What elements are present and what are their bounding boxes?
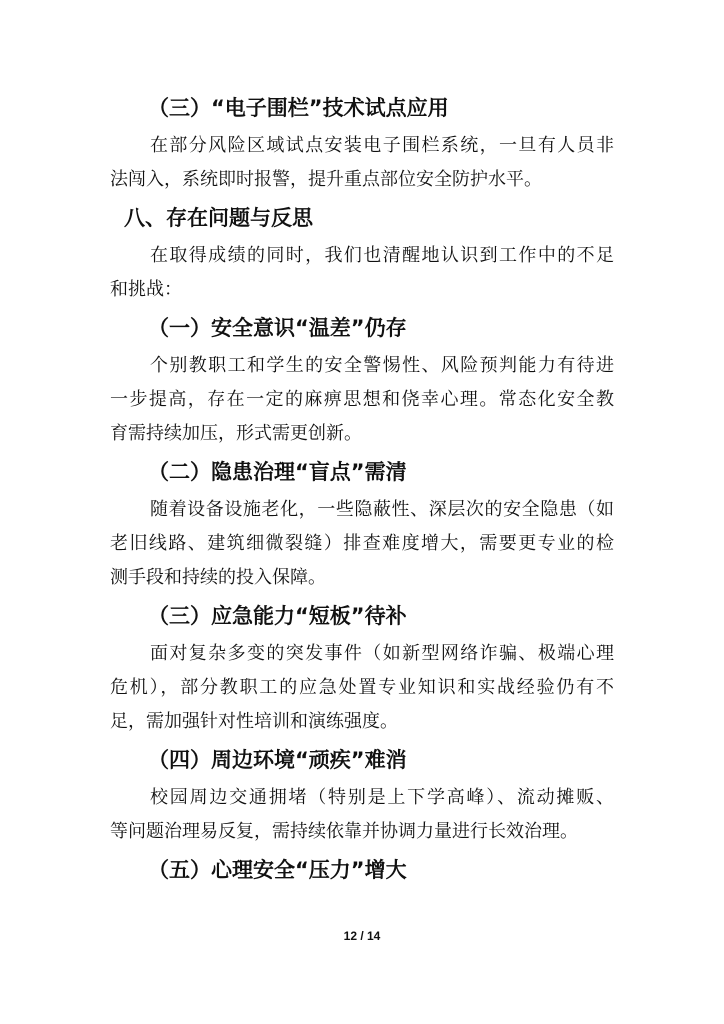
subsection-heading: （二）隐患治理“盲点”需清 [148,460,407,484]
paragraph [110,493,614,595]
paragraph-line: 测手段和持续的投入保障。 [110,567,326,588]
paragraph-line: 个别教职工和学生的安全警惕性、风险预判能力有待进 [150,355,614,376]
paragraph [110,129,614,197]
paragraph-line: 老旧线路、建筑细微裂缝）排查难度增大，需要更专业的检 [110,533,614,554]
paragraph-line: 随着设备设施老化，一些隐蔽性、深层次的安全隐患（如 [150,499,614,520]
paragraph-line: 足，需加强针对性培训和演练强度。 [110,711,398,732]
section-heading: 八、存在问题与反思 [124,206,313,230]
page-number: 12 / 14 [343,929,381,943]
paragraph-line: 和挑战： [110,279,182,300]
paragraph-line: 法闯入，系统即时报警，提升重点部位安全防护水平。 [110,169,542,190]
subsection-heading: （三）“电子围栏”技术试点应用 [148,96,449,120]
paragraph [110,349,614,451]
paragraph [110,781,614,849]
paragraph-line: 育需持续加压，形式需更创新。 [110,423,362,444]
paragraph-line: 在取得成绩的同时，我们也清醒地认识到工作中的不足 [150,245,614,266]
paragraph-line: 一步提高，存在一定的麻痹思想和侥幸心理。常态化安全教 [110,389,614,410]
paragraph [110,239,614,307]
subsection-heading: （四）周边环境“顽疾”难消 [148,748,407,772]
paragraph-line: 校园周边交通拥堵（特别是上下学高峰）、流动摊贩、 [150,787,614,808]
paragraph-line: 在部分风险区域试点安装电子围栏系统，一旦有人员非 [150,135,614,156]
subsection-heading: （一）安全意识“温差”仍存 [148,316,407,340]
subsection-heading: （三）应急能力“短板”待补 [148,604,407,628]
subsection-heading: （五）心理安全“压力”增大 [148,858,407,882]
paragraph-line: 危机），部分教职工的应急处置专业知识和实战经验仍有不 [110,677,614,698]
paragraph-line: 等问题治理易反复，需持续依靠并协调力量进行长效治理。 [110,821,578,842]
paragraph-line: 面对复杂多变的突发事件（如新型网络诈骗、极端心理 [150,643,614,664]
paragraph [110,637,614,739]
